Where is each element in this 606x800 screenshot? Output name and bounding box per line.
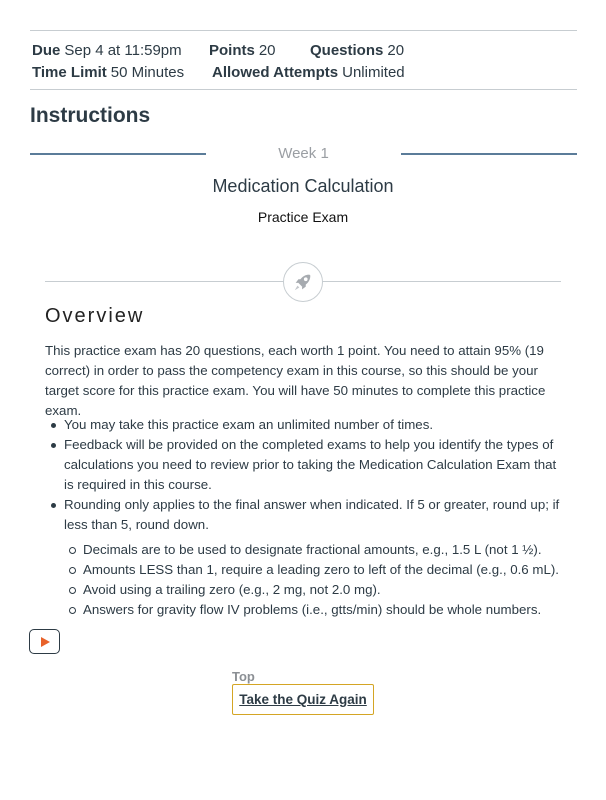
points-value: 20 — [258, 42, 276, 59]
due-value: Sep 4 at 11:59pm — [64, 42, 182, 59]
sub-bullet-item: Amounts LESS than 1, require a leading zero to left of the decimal (e.g., 0.6 mL). — [64, 560, 564, 580]
instructions-heading: Instructions — [30, 104, 151, 127]
top-link[interactable]: Top — [232, 669, 255, 684]
allowed-attempts — [212, 64, 405, 81]
time-limit-value: 50 Minutes — [110, 64, 185, 81]
course-subtitle: Practice Exam — [257, 209, 349, 225]
rounding-sub-bullets — [64, 540, 564, 620]
bullet-item: Feedback will be provided on the completed exams to help you identify the types of calculations you need to review prior to taking the Medication Calculation Exam that is required in this course. — [45, 435, 565, 495]
time-limit — [32, 64, 184, 81]
due-label: Due — [32, 42, 61, 59]
sub-bullet-item: Answers for gravity flow IV problems (i.e., gtts/min) should be whole numbers. — [64, 600, 564, 620]
questions — [310, 42, 404, 59]
attempts-value: Unlimited — [342, 64, 405, 81]
week-banner — [30, 143, 577, 165]
play-icon — [39, 636, 51, 648]
questions-value: 20 — [387, 42, 405, 59]
points — [209, 42, 276, 59]
take-quiz-again-button[interactable]: Take the Quiz Again — [232, 684, 374, 715]
questions-label: Questions — [310, 42, 384, 59]
course-title: Medication Calculation — [212, 176, 394, 196]
time-limit-label: Time Limit — [32, 64, 107, 81]
rocket-icon — [292, 271, 314, 293]
week-rule-right — [401, 153, 577, 155]
overview-heading: Overview — [45, 305, 145, 327]
play-button[interactable] — [29, 629, 60, 654]
overview-bullets — [45, 415, 565, 535]
overview-paragraph: This practice exam has 20 questions, each worth 1 point. You need to attain 95% (19 correct) in order to pass the competency exam in this course, so this should be your target score for this practice exam. You will have 50 minutes to complete this practice exam. — [45, 343, 546, 418]
sub-bullet-item: Avoid using a trailing zero (e.g., 2 mg, not 2.0 mg). — [64, 580, 564, 600]
points-label: Points — [209, 42, 255, 59]
due-date — [32, 42, 182, 59]
quiz-details — [30, 30, 577, 90]
week-label: Week 1 — [278, 145, 329, 162]
bullet-item: You may take this practice exam an unlimited number of times. — [45, 415, 565, 435]
rocket-badge — [283, 262, 323, 302]
sub-bullet-item: Decimals are to be used to designate fractional amounts, e.g., 1.5 L (not 1 ½). — [64, 540, 564, 560]
bullet-item: Rounding only applies to the final answer when indicated. If 5 or greater, round up; if less than 5, round down. — [45, 495, 565, 535]
attempts-label: Allowed Attempts — [212, 64, 339, 81]
